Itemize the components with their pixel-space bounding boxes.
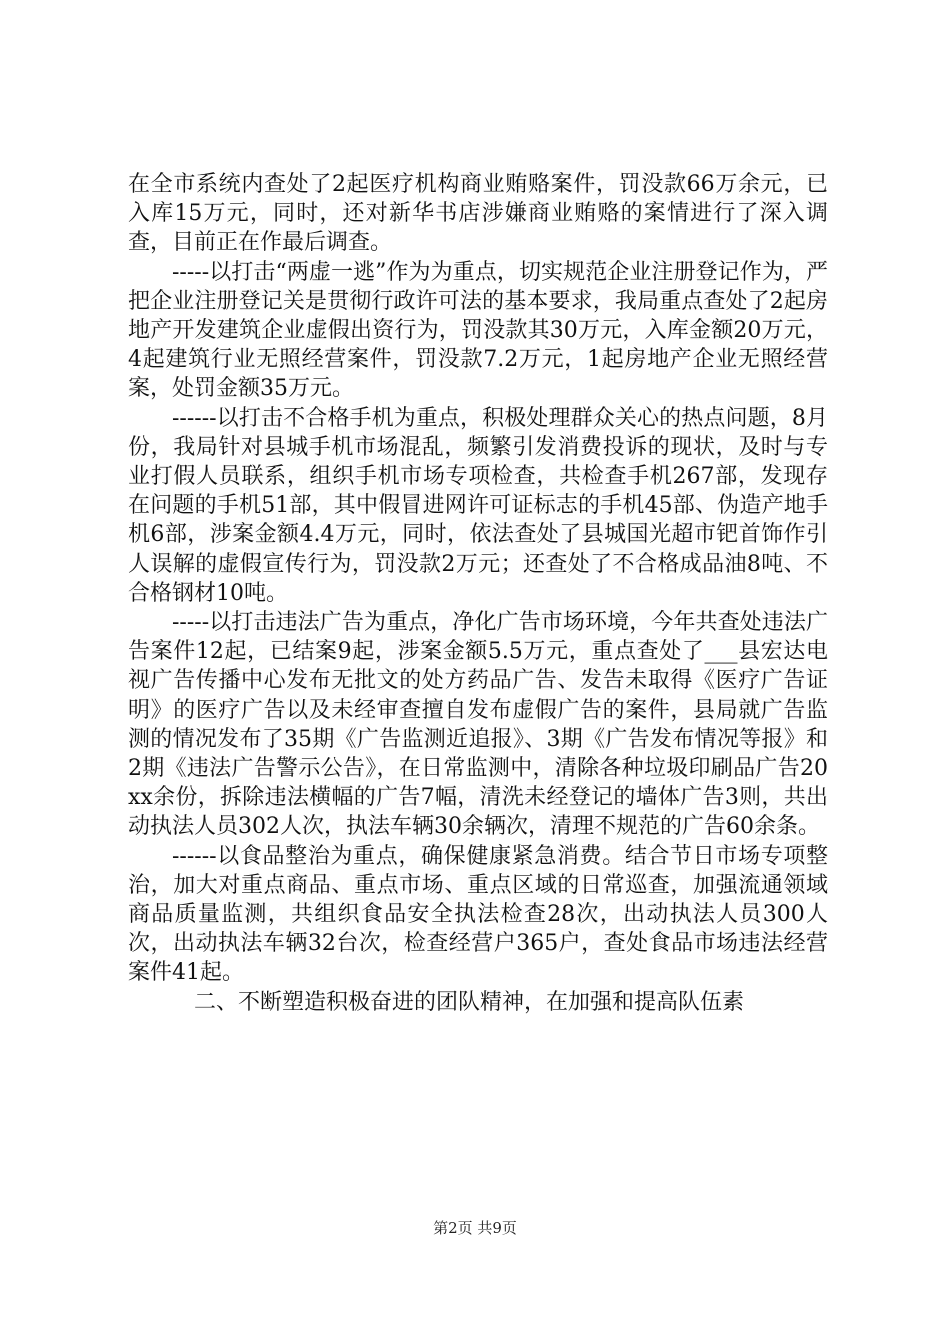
paragraph-3: ------以打击不合格手机为重点，积极处理群众关心的热点问题，8月份，我局针对县城手机市场混乱，频繁引发消费投诉的现状，及时与专业打假人员联系，组织手机市场专项检查，共检查手机267部，发现存在问题的手机51部，其中假冒进网许可证标志的手机45部、伪造产地手机6部，涉案金额4.4万元，同时，依法查处了县城国光超市钯首饰作引人误解的虚假宣传行为，罚没款2万元；还查处了不合格成品油8吨、不合格钢材10吨。	[128, 405, 828, 606]
document-body	[128, 170, 828, 1017]
paragraph-4: -----以打击违法广告为重点，净化广告市场环境，今年共查处违法广告案件12起，已结案9起，涉案金额5.5万元，重点查处了___县宏达电视广告传播中心发布无批文的处方药品广告、发告未取得《医疗广告证明》的医疗广告以及未经审查擅自发布虚假广告的案件，县局就广告监测的情况发布了35期《广告监测近追报》、3期《广告发布情况等报》和2期《违法广告警示公告》，在日常监测中，清除各种垃圾印刷品广告20xx余份，拆除违法横幅的广告7幅，清洗未经登记的墙体广告3则，共出动执法人员302人次，执法车辆30余辆次，清理不规范的广告60余条。	[128, 610, 828, 840]
paragraph-2: -----以打击“两虚一逃”作为为重点，切实规范企业注册登记作为，严把企业注册登记关是贯彻行政许可法的基本要求，我局重点查处了2起房地产开发建筑企业虚假出资行为，罚没款其30万元，入库金额20万元，4起建筑行业无照经营案件，罚没款7.2万元，1起房地产企业无照经营案，处罚金额35万元。	[128, 259, 828, 402]
paragraph-5: ------以食品整治为重点，确保健康紧急消费。结合节日市场专项整治，加大对重点商品、重点市场、重点区域的日常巡查，加强流通领域商品质量监测，共组织食品安全执法检查28次，出动执法人员300人次，出动执法车辆32台次，检查经营户365户，查处食品市场违法经营案件41起。	[128, 843, 828, 986]
paragraph-1: 在全市系统内查处了2起医疗机构商业贿赂案件，罚没款66万余元，已入库15万元，同时，还对新华书店涉嫌商业贿赂的案情进行了深入调查，目前正在作最后调查。	[128, 172, 828, 256]
page-footer: 第2页 共9页	[433, 1219, 517, 1237]
section-heading-2: 二、不断塑造积极奋进的团队精神，在加强和提高队伍素	[194, 989, 745, 1015]
